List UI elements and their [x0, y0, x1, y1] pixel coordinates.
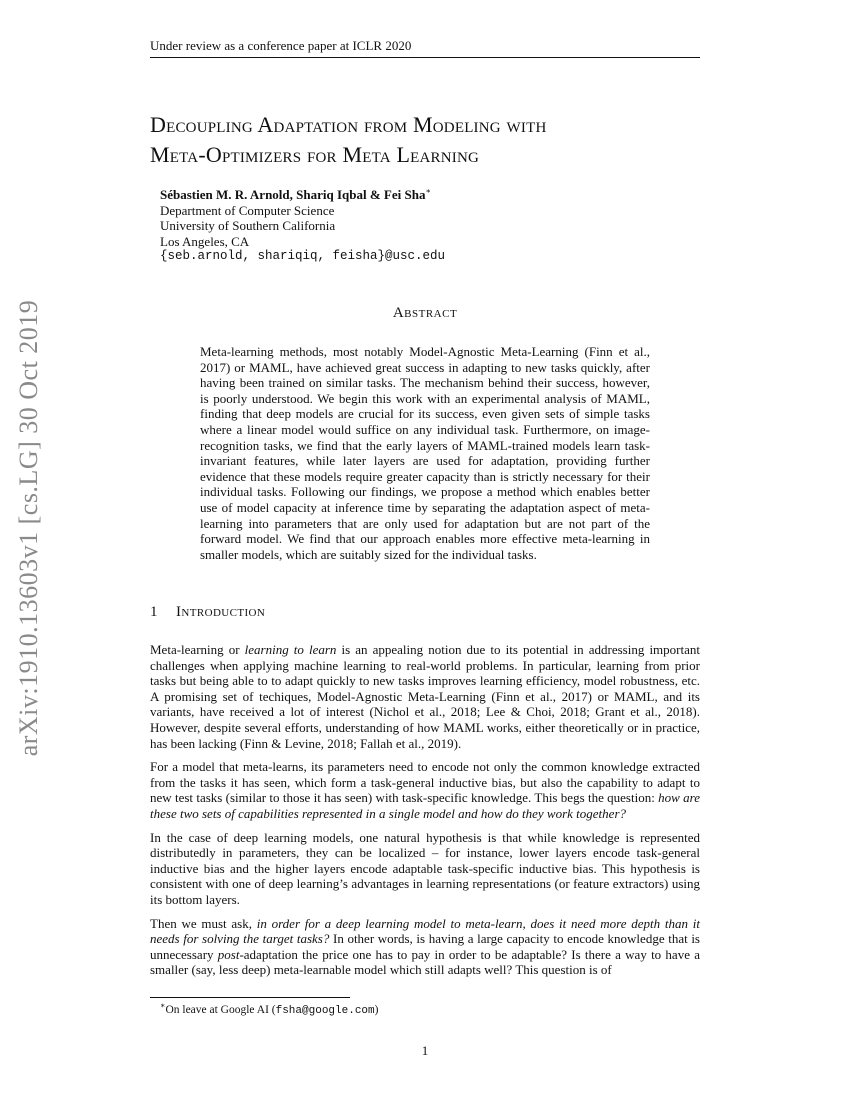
section-title: Introduction: [176, 604, 266, 620]
running-header: Under review as a conference paper at ICLR 2020: [150, 38, 700, 58]
paragraph-3: In the case of deep learning models, one natural hypothesis is that while knowledge is represented distributedly in parameters, they can be localized – for instance, lower layers encode task-general inductive bias and the higher layers encode adaptable task-specific inductive bias. This hypothesis is consistent with one of deep learning’s advantages in learning representations (or feature extractors) using its bottom layers.: [150, 829, 700, 907]
page-number: 1: [421, 1043, 429, 1058]
author-university: University of Southern California: [160, 218, 336, 233]
section-heading: [150, 604, 550, 621]
title-line-1: Decoupling Adaptation from Modeling with: [150, 112, 547, 137]
section-body: [150, 642, 700, 986]
paragraph-2: For a model that meta-learns, its parameters need to encode not only the common knowledge extracted from the tasks it has seen, which form a task-general inductive bias, but also the capability to adapt to new test tasks (similar to those it has seen) with task-specific knowledge. This begs the question: how are these two sets of capabilities represented in a single model and how do they work together?: [150, 759, 700, 821]
author-block: [160, 187, 660, 265]
footnote-mark: ∗: [160, 1001, 166, 1011]
author-location: Los Angeles, CA: [160, 233, 250, 249]
author-emails: {seb.arnold, shariqiq, feisha}@usc.edu: [160, 249, 446, 263]
section-number: 1: [150, 604, 158, 620]
paragraph-4: Then we must ask, in order for a deep learning model to meta-learn, does it need more depth than it needs for solving the target tasks? In other words, is having a large capacity to encode knowledge that is unnecessary post-adaptation the price one has to pay in order to be adaptable? Is there a way to have a smaller (say, less deep) meta-learnable model which still adapts well? This question is of: [150, 915, 700, 978]
author-names: Sébastien M. R. Arnold, Shariq Iqbal & Fei Sha: [160, 187, 426, 202]
author-footnote-mark: ∗: [425, 186, 431, 196]
arxiv-stamp-text: arXiv:1910.13603v1 [cs.LG] 30 Oct 2019: [14, 299, 43, 756]
abstract-text: Meta-learning methods, most notably Model-Agnostic Meta-Learning (Finn et al., 2017) or MAML, have achieved great success in adapting to new tasks quickly, after having been trained on similar tasks. The mechanism behind their success, however, is poorly understood. We begin this work with an experimental analysis of MAML, finding that deep models are crucial for its success, even given sets of simple tasks where a linear model would suffice on any individual task. Furthermore, on image-recognition tasks, we find that the early layers of MAML-trained models learn task-invariant features, while later layers are used for adaptation, providing further evidence that these models require greater capacity than is strictly necessary for their individual tasks. Following our findings, we propose a method which enables better use of model capacity at inference time by separating the adaptation aspect of meta-learning into parameters that are only used for adaptation but are not part of the forward model. We find that our approach enables more effective meta-learning in smaller models, which are suitably sized for the individual tasks.: [200, 344, 650, 562]
paragraph-1: Meta-learning or learning to learn is an appealing notion due to its potential in addressing important challenges when applying machine learning to real-world problems. In particular, learning from prior tasks but being able to to adapt quickly to new tasks improves learning efficiency, model robustness, etc. A promising set of techiques, Model-Agnostic Meta-Learning (Finn et al., 2017) or MAML, and its variants, have received a lot of interest (Nichol et al., 2018; Lee & Choi, 2018; Grant et al., 2018). However, despite several efforts, understanding of how MAML works, either theoretically or in practice, has been lacking (Finn & Levine, 2018; Fallah et al., 2019).: [150, 642, 700, 751]
author-department: Department of Computer Science: [160, 202, 335, 218]
title-line-2: Meta-Optimizers for Meta Learning: [150, 142, 480, 167]
footnote-divider: [150, 997, 350, 998]
arxiv-stamp: [4, 295, 54, 760]
abstract-heading: Abstract: [392, 305, 458, 321]
footnote-email: fsha@google.com: [275, 1005, 375, 1017]
footnote: ∗On leave at Google AI (fsha@google.com): [160, 1001, 379, 1017]
paper-title: [150, 110, 710, 170]
